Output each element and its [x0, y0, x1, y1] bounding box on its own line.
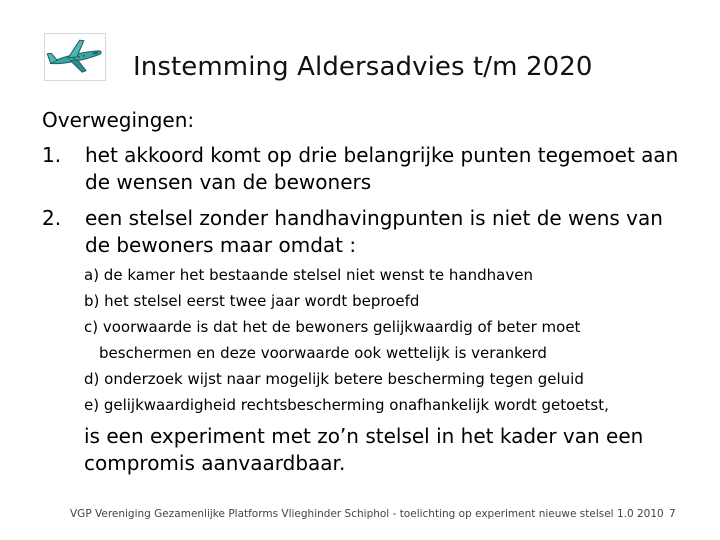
page-number: 7: [669, 508, 676, 520]
list-item-number: 1.: [42, 143, 62, 167]
list-item-text: het akkoord komt op drie belangrijke punten tegemoet aan de wensen van de bewoners: [85, 143, 679, 194]
airplane-icon: [44, 33, 106, 81]
list-item-number: 2.: [42, 206, 62, 230]
sub-item-text: c) voorwaarde is dat het de bewoners gelijkwaardig of beter moet: [84, 318, 581, 336]
list-item-text: een stelsel zonder handhavingpunten is niet de wens van de bewoners maar omdat :: [85, 206, 663, 257]
footer-text: VGP Vereniging Gezamenlijke Platforms Vlieghinder Schiphol - toelichting op experiment nieuwe stelsel 1.0 2010: [70, 508, 664, 520]
sub-item-continuation: beschermen en deze voorwaarde ook wettelijk is verankerd: [99, 344, 547, 362]
sub-item: a) de kamer het bestaande stelsel niet wenst te handhaven: [84, 266, 533, 284]
closing-statement: is een experiment met zo’n stelsel in het kader van een compromis aanvaardbaar.: [84, 424, 644, 475]
sub-item: b) het stelsel eerst twee jaar wordt beproefd: [84, 292, 420, 310]
sub-item: [84, 314, 684, 366]
section-heading: Overwegingen:: [42, 108, 195, 132]
sub-item: d) onderzoek wijst naar mogelijk betere bescherming tegen geluid: [84, 370, 584, 388]
sub-item: e) gelijkwaardigheid rechtsbescherming onafhankelijk wordt getoetst,: [84, 396, 609, 414]
airplane-logo: [44, 33, 106, 81]
slide-title: Instemming Aldersadvies t/m 2020: [133, 52, 593, 82]
